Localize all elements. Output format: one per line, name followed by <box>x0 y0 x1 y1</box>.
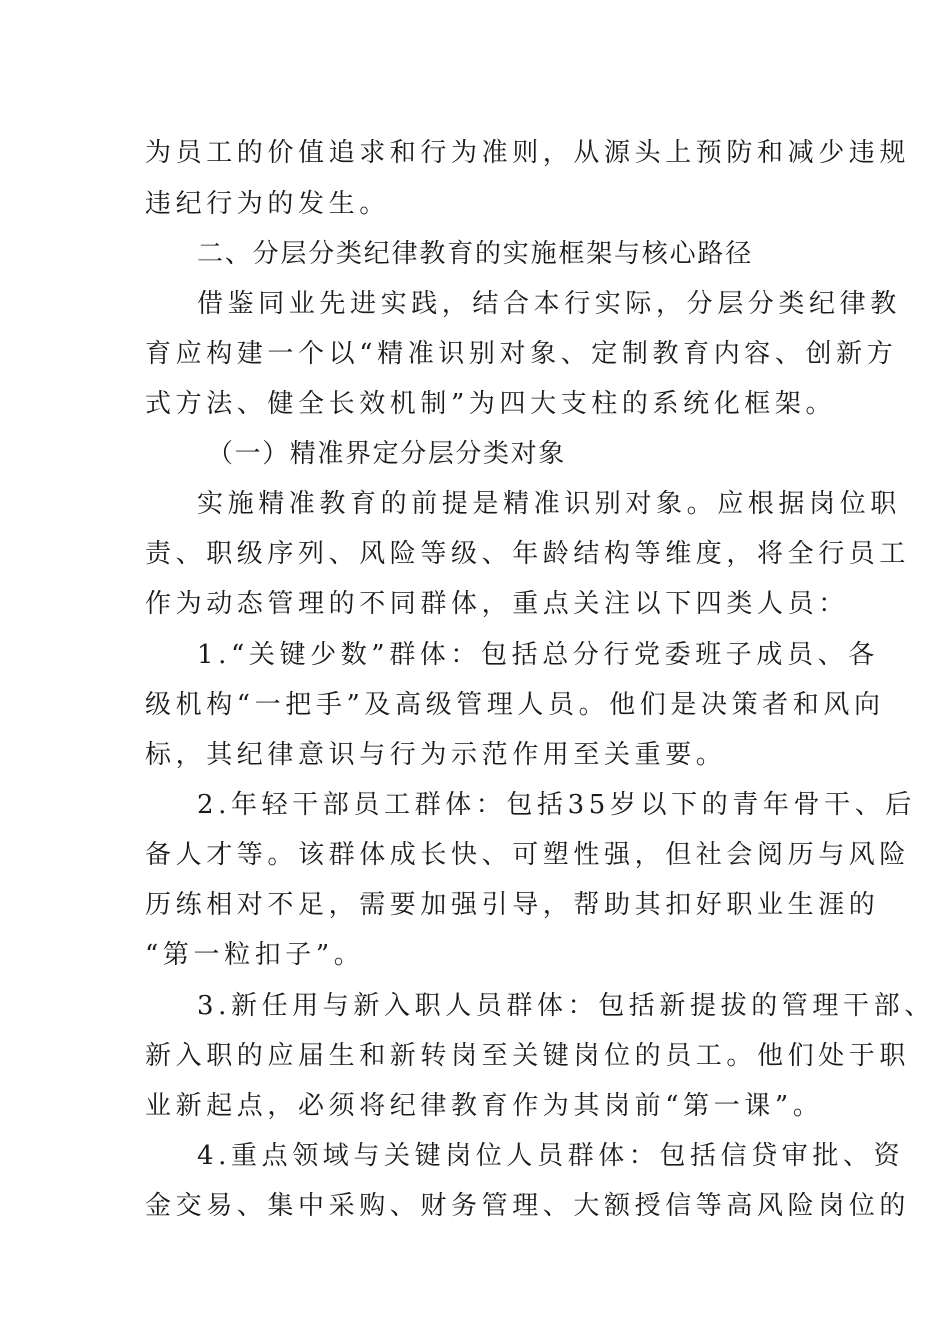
paragraph-line: 为员工的价值追求和行为准则，从源头上预防和减少违规 <box>145 138 911 168</box>
paragraph-line: “第一粒扣子”。 <box>145 940 365 970</box>
section-heading: 二、分层分类纪律教育的实施框架与核心路径 <box>197 239 754 269</box>
subsection-heading: （一）精准界定分层分类对象 <box>207 439 566 469</box>
paragraph-line: 标，其纪律意识与行为示范作用至关重要。 <box>145 740 727 770</box>
paragraph-line: 式方法、健全长效机制”为四大支柱的系统化框架。 <box>145 389 837 419</box>
paragraph-line: 违纪行为的发生。 <box>145 189 390 219</box>
paragraph-line: 实施精准教育的前提是精准识别对象。应根据岗位职 <box>197 489 901 519</box>
paragraph-line: 借鉴同业先进实践，结合本行实际，分层分类纪律教 <box>197 289 901 319</box>
paragraph-line: 历练相对不足，需要加强引导，帮助其扣好职业生涯的 <box>145 890 880 920</box>
list-item-line: 4.重点领域与关键岗位人员群体：包括信贷审批、资 <box>197 1141 905 1171</box>
paragraph-line: 金交易、集中采购、财务管理、大额授信等高风险岗位的 <box>145 1191 911 1221</box>
paragraph-line: 业新起点，必须将纪律教育作为其岗前“第一课”。 <box>145 1091 824 1121</box>
paragraph-line: 备人才等。该群体成长快、可塑性强，但社会阅历与风险 <box>145 840 911 870</box>
list-item-line: 3.新任用与新入职人员群体：包括新提拔的管理干部、 <box>197 991 935 1021</box>
paragraph-line: 育应构建一个以“精准识别对象、定制教育内容、创新方 <box>145 339 898 369</box>
paragraph-line: 级机构“一把手”及高级管理人员。他们是决策者和风向 <box>145 690 885 720</box>
paragraph-line: 责、职级序列、风险等级、年龄结构等维度，将全行员工 <box>145 539 911 569</box>
paragraph-line: 作为动态管理的不同群体，重点关注以下四类人员： <box>145 589 849 619</box>
paragraph-line: 新入职的应届生和新转岗至关键岗位的员工。他们处于职 <box>145 1041 911 1071</box>
list-item-line: 2.年轻干部员工群体：包括35岁以下的青年骨干、后 <box>197 790 916 820</box>
list-item-line: 1.“关键少数”群体：包括总分行党委班子成员、各 <box>197 640 879 670</box>
